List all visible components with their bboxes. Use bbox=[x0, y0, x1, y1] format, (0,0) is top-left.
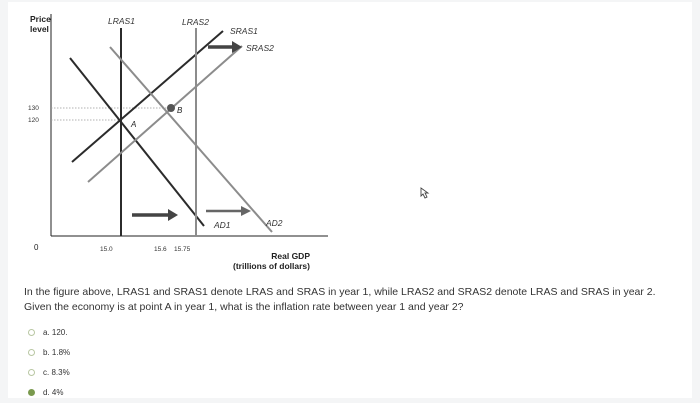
point-b-dot bbox=[167, 104, 175, 112]
option-a-radio[interactable] bbox=[28, 329, 35, 336]
question-line-1: In the figure above, LRAS1 and SRAS1 denote LRAS and SRAS in year 1, while LRAS2 and SRAS2 denote LRAS and SRAS in year 2. bbox=[24, 286, 656, 298]
sras2-label: SRAS2 bbox=[246, 43, 274, 53]
option-c-radio[interactable] bbox=[28, 369, 35, 376]
lras1-label: LRAS1 bbox=[108, 16, 135, 26]
option-c-label: c. 8.3% bbox=[43, 367, 70, 377]
origin-label: 0 bbox=[34, 243, 39, 252]
ad1-line bbox=[70, 58, 204, 226]
point-a-label: A bbox=[131, 120, 137, 129]
sras2-line bbox=[88, 46, 242, 182]
ad1-label: AD1 bbox=[214, 220, 231, 230]
option-c[interactable] bbox=[28, 362, 70, 382]
ad-shift-arrow bbox=[206, 206, 251, 216]
question-text bbox=[24, 285, 694, 315]
option-d[interactable] bbox=[28, 382, 70, 402]
option-a-label: a. 120. bbox=[43, 327, 68, 337]
option-b-label: b. 1.8% bbox=[43, 347, 71, 357]
y-axis-label-line2: level bbox=[30, 24, 49, 34]
y-axis-label-line1: Price bbox=[30, 14, 51, 24]
content-panel bbox=[8, 2, 692, 398]
ad2-label: AD2 bbox=[266, 218, 283, 228]
x-axis-label-line2: (trillions of dollars) bbox=[233, 261, 310, 271]
option-a[interactable] bbox=[28, 322, 70, 342]
answer-options bbox=[28, 322, 70, 402]
hand-cursor-icon bbox=[418, 186, 432, 200]
x-tick-15-6: 15.6 bbox=[154, 246, 167, 253]
option-d-label: d. 4% bbox=[43, 387, 64, 397]
option-b[interactable] bbox=[28, 342, 70, 362]
point-b-label: B bbox=[177, 106, 183, 115]
option-b-radio[interactable] bbox=[28, 349, 35, 356]
sras1-label: SRAS1 bbox=[230, 26, 258, 36]
question-line-2: Given the economy is at point A in year 1, what is the inflation rate between year 1 and year 2? bbox=[24, 301, 464, 313]
as-ad-chart bbox=[8, 2, 692, 282]
y-tick-120: 120 bbox=[28, 117, 39, 124]
x-tick-15-0: 15.0 bbox=[100, 246, 113, 253]
lras-shift-arrow bbox=[132, 209, 178, 221]
lras2-label: LRAS2 bbox=[182, 17, 209, 27]
x-axis-label-line1: Real GDP bbox=[271, 251, 310, 261]
x-tick-15-75: 15.75 bbox=[174, 246, 191, 253]
option-d-radio[interactable] bbox=[28, 389, 35, 396]
sras1-line bbox=[72, 31, 223, 162]
y-tick-130: 130 bbox=[28, 105, 39, 112]
